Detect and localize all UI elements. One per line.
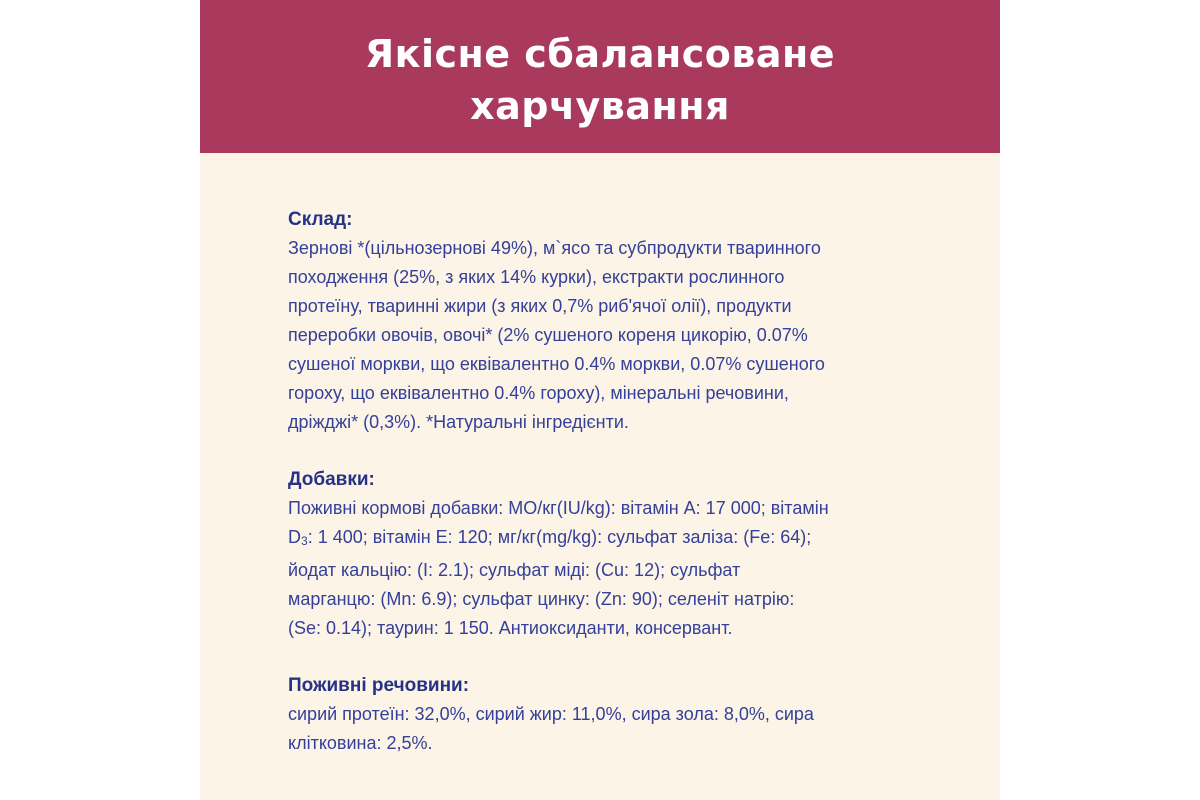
page-title-line-1: Якісне сбалансоване <box>364 32 836 76</box>
additives-line: Поживні кормові добавки: МО/кг(IU/kg): вітамін А: 17 000; вітамін <box>288 498 829 518</box>
additives-line: йодат кальцію: (I: 2.1); сульфат міді: (Cu: 12); сульфат <box>288 560 741 580</box>
composition-text <box>288 234 948 437</box>
page-title <box>200 28 1000 132</box>
composition-line: протеїну, тваринні жири (з яких 0,7% риб'ячої олії), продукти <box>288 296 792 316</box>
title-banner <box>200 0 1000 153</box>
composition-section <box>288 205 948 437</box>
composition-line: переробки овочів, овочі* (2% сушеного кореня цикорію, 0.07% <box>288 325 808 345</box>
composition-line: Зернові *(цільнозернові 49%), м`ясо та субпродукти тваринного <box>288 238 821 258</box>
vitamin-d-subscript: 3 <box>301 534 308 548</box>
composition-line: дріжджі* (0,3%). *Натуральні інгредієнти. <box>288 412 629 432</box>
page-title-line-2: харчування <box>470 84 730 128</box>
composition-line: сушеної моркви, що еквівалентно 0.4% моркви, 0.07% сушеного <box>288 354 825 374</box>
additives-text <box>288 494 948 643</box>
nutrients-line: клітковина: 2,5%. <box>288 733 433 753</box>
additives-line: марганцю: (Mn: 6.9); сульфат цинку: (Zn: 90); селеніт натрію: <box>288 589 795 609</box>
additives-line-rest: : 1 400; вітамін Е: 120; мг/кг(mg/kg): сульфат заліза: (Fe: 64); <box>307 527 812 547</box>
nutrients-line: сирий протеїн: 32,0%, сирий жир: 11,0%, сира зола: 8,0%, сира <box>288 704 814 724</box>
additives-line: (Se: 0.14); таурин: 1 150. Антиоксиданти, консервант. <box>288 618 733 638</box>
additives-line <box>288 523 948 556</box>
additives-heading: Добавки: <box>288 469 375 490</box>
product-info-card <box>200 0 1000 800</box>
vitamin-d-letter: D <box>288 527 301 547</box>
additives-section <box>288 465 948 643</box>
nutrients-section <box>288 671 948 758</box>
composition-line: походження (25%, з яких 14% курки), екстракти рослинного <box>288 267 785 287</box>
composition-line: гороху, що еквівалентно 0.4% гороху), мінеральні речовини, <box>288 383 789 403</box>
content-area <box>288 205 948 786</box>
nutrients-heading: Поживні речовини: <box>288 675 470 696</box>
nutrients-text <box>288 700 948 758</box>
composition-heading: Склад: <box>288 209 353 230</box>
